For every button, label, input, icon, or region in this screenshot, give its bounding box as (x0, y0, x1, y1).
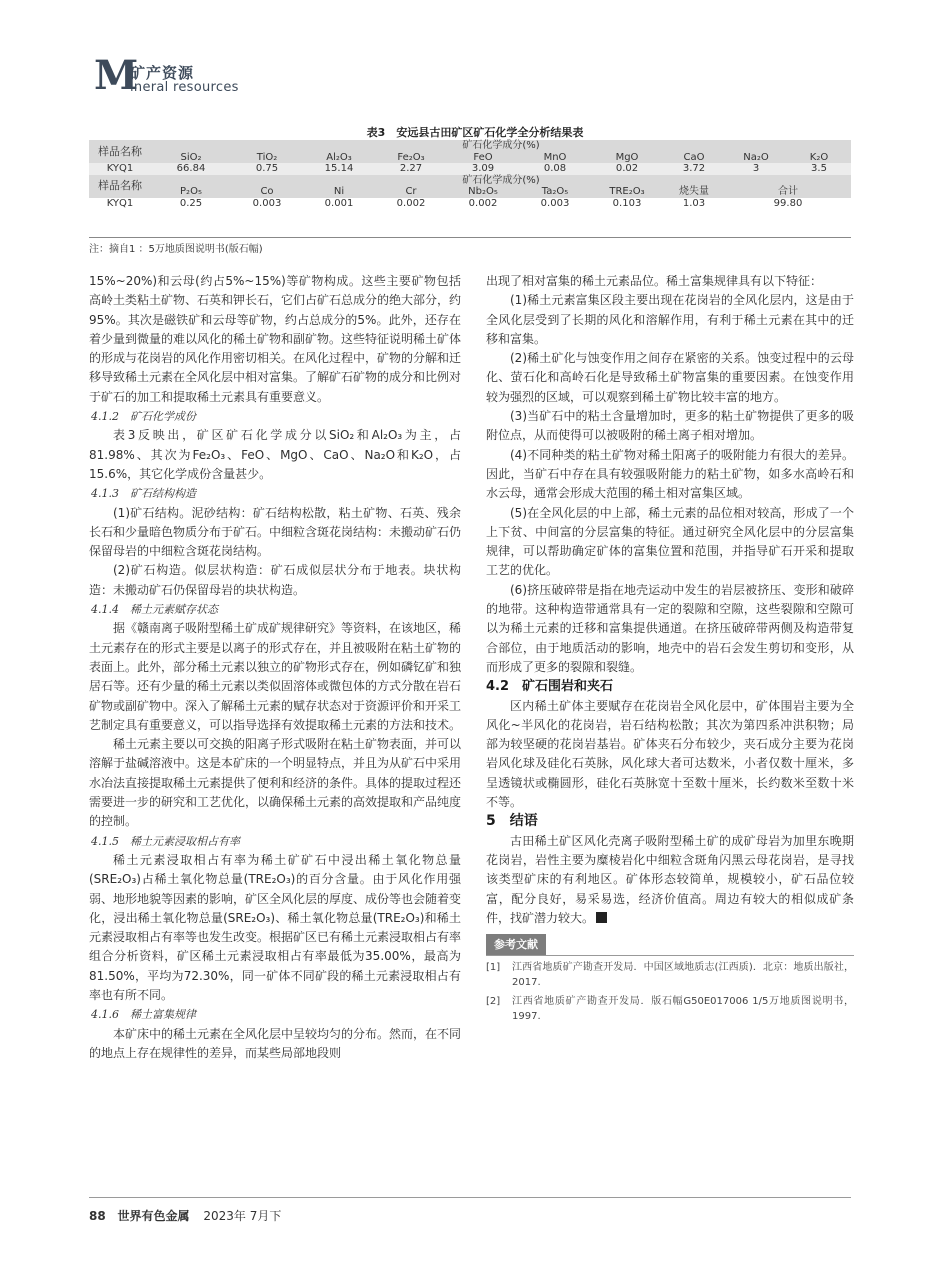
table-cell: 3.09 (471, 163, 495, 174)
subsection-heading: 4.1.4 稀土元素赋存状态 (91, 603, 218, 617)
table-cell: 1.03 (682, 197, 706, 209)
table-cell: 2.27 (399, 163, 423, 174)
subsection-heading: 4.1.6 稀土富集规律 (91, 1008, 196, 1022)
paragraph: 表3反映出，矿区矿石化学成分以SiO₂和Al₂O₃为主，占81.98%、其次为Fe₂O₃、FeO、MgO、CaO、Na₂O和K₂O，占15.6%，其它化学成份含量甚少。 (89, 428, 461, 481)
group-label-header-2: 矿石化学成分(%) (462, 174, 540, 186)
reference-number: [1] (486, 962, 501, 974)
col-header: Co (260, 186, 274, 197)
col-header: SiO₂ (180, 151, 202, 163)
paragraph: (2)矿石构造。似层状构造：矿石成似层状分布于地表。块状构造：未搬动矿石仍保留母岩的块状构造。 (89, 563, 461, 597)
table-cell: 3.5 (811, 163, 827, 174)
col-header: Al₂O₃ (326, 151, 352, 163)
col-header: MnO (543, 151, 567, 163)
paragraph: (5)在全风化层的中上部，稀土元素的品位相对较高，形成了一个上下贫、中间富的分层富集的特征。通过研究全风化层中的分层富集规律，可以帮助确定矿体的富集位置和范围，并指导矿石开采和提取工艺的优化。 (486, 505, 854, 578)
footer-rule (89, 1197, 851, 1198)
table-caption: 表3 安远县古田矿区矿石化学全分析结果表 (366, 126, 584, 139)
chemistry-table (89, 140, 851, 209)
paragraph (486, 832, 854, 928)
col-header: TRE₂O₃ (609, 186, 645, 197)
table-cell: 0.103 (612, 197, 642, 209)
table-cell: 0.02 (615, 163, 639, 174)
col-header: Ni (333, 186, 345, 197)
table-cell: 3.72 (682, 163, 706, 174)
paragraph: 据《赣南离子吸附型稀土矿成矿规律研究》等资料，在该地区，稀土元素存在的形式主要是以离子的形式存在，并且被吸附在粘土矿物的表面上。此外，部分稀土元素以独立的矿物形式存在，例如磷钇矿和独居石等。还有少量的稀土元素以类似固溶体或微包体的方式分散在岩石矿物或副矿物中。深入了解稀土元素的赋存状态对于资源评价和开采工艺制定具有重要意义，可以指导选择有效提取稀土元素的方法和技术。 (89, 621, 462, 732)
table-cell: 99.80 (773, 197, 803, 209)
issue-date: 2023年 7月下 (203, 1209, 282, 1223)
conclusion-text: 古田稀土矿区风化壳离子吸附型稀土矿的成矿母岩为加里东晚期花岗岩，岩性主要为糜棱岩化中细粒含斑角闪黑云母花岗岩，是寻找该类型矿床的有利地区。矿体形态较简单，规模较小，矿石品位较富，配分良好，易采易选，经济价值高。周边有较大的相似成矿条件，找矿潜力较大。 (486, 833, 854, 925)
section-heading: 5 结语 (486, 813, 538, 830)
col-header: Fe₂O₃ (397, 151, 425, 163)
subsection-heading: 4.1.3 矿石结构构造 (91, 487, 196, 501)
table-cell: 3 (752, 163, 760, 174)
reference-text: 江西省地质矿产勘查开发局．版石幅G50E017006 1/5万地质图说明书，1997. (512, 996, 854, 1023)
page-footer (89, 1207, 281, 1224)
reference-number: [2] (486, 996, 501, 1008)
paragraph: 15%~20%)和云母(约占5%~15%)等矿物构成。这些主要矿物包括高岭土类粘土矿物、石英和钾长石，它们占矿石总成分的绝大部分，约95%。其次是磁铁矿和云母等矿物，约占总成分的5%。此外，还存在着少量到微量的难以风化的稀土矿物和副矿物。这些特征说明稀土矿体的形成与花岗岩的风化作用密切相关。在风化过程中，矿物的分解和迁移导致稀土元素在全风化层中相对富集。了解矿石矿物的成分和比例对于矿石的加工和提取稀土元素具有重要意义。 (89, 274, 462, 404)
table-cell: 0.001 (324, 197, 354, 209)
paragraph: (1)矿石结构。泥砂结构：矿石结构松散，粘土矿物、石英、残余长石和少量暗色物质分布于矿石。中细粒含斑花岗结构：未搬动矿石仍保留母岩的中细粒含斑花岗结构。 (89, 505, 462, 559)
col-header: Na₂O (743, 151, 769, 163)
col-header: P₂O₅ (180, 186, 202, 197)
table-note: 注：摘自1 ：5万地质图说明书(版石幅) (89, 244, 263, 255)
reference-item (486, 960, 854, 990)
paragraph: (2)稀土矿化与蚀变作用之间存在紧密的关系。蚀变过程中的云母化、萤石化和高岭石化是导致稀土矿物富集的重要因素。在蚀变作用较为强烈的区域，可以观察到稀土矿物比较丰富的地方。 (486, 351, 854, 404)
table-cell: 0.003 (540, 197, 570, 209)
table-cell: 0.002 (468, 197, 498, 209)
paragraph: (3)当矿石中的粘土含量增加时，更多的粘土矿物提供了更多的吸附位点，从而使得可以被吸附的稀土离子相对增加。 (486, 409, 854, 443)
reference-text: 江西省地质矿产勘查开发局．中国区域地质志(江西质)．北京：地质出版社，2017. (512, 962, 854, 989)
table-header-row-1 (89, 152, 851, 164)
paragraph: 本矿床中的稀土元素在全风化层中呈较均匀的分布。然而，在不同的地点上存在规律性的差异，而某些局部地段则 (89, 1026, 462, 1060)
logo-english: ineral resources (130, 80, 239, 95)
paragraph: 稀土元素主要以可交换的阳离子形式吸附在粘土矿物表面，并可以溶解于盐碱溶液中。这是本矿床的一个明显特点，并且为从矿石中采用水冶法直接提取稀土元素提供了便利和经济的条件。具体的提取过程还需要进一步的研究和工艺优化，以确保稀土元素的高效提取和产品纯度的控制。 (89, 737, 462, 829)
end-mark-icon (596, 912, 607, 923)
table-cell: 0.08 (543, 163, 567, 174)
col-header: Ta₂O₅ (541, 186, 569, 197)
references-heading: 参考文献 (486, 934, 546, 955)
table-cell: 0.002 (396, 197, 426, 209)
col-header: 合计 (778, 186, 798, 197)
logo-letter: M (94, 52, 139, 99)
col-header: TiO₂ (256, 151, 278, 163)
col-header: MgO (615, 151, 639, 163)
right-column (486, 272, 854, 1024)
table-row (89, 198, 851, 210)
row-label-header: 样品名称 (98, 144, 142, 158)
col-header: 烧失量 (679, 186, 709, 197)
row-label-header: 样品名称 (98, 179, 142, 193)
table-cell: 15.14 (324, 163, 354, 174)
col-header: Cr (405, 186, 417, 197)
table-cell: 0.75 (255, 163, 279, 174)
reference-item (486, 994, 854, 1024)
col-header: K₂O (809, 151, 829, 163)
paragraph: (4)不同种类的粘土矿物对稀土阳离子的吸附能力有很大的差异。因此，当矿石中存在具有较强吸附能力的粘土矿物，如多水高岭石和水云母，通常会形成大范围的稀土相对富集区域。 (486, 447, 854, 501)
journal-logo (94, 52, 354, 99)
left-column (89, 272, 461, 1063)
paragraph: 区内稀土矿体主要赋存在花岗岩全风化层中，矿体围岩主要为全风化~半风化的花岗岩，岩石结构松散；其次为第四系冲洪积物；局部为较坚硬的花岗岩基岩。矿体夹石分布较少，夹石成分主要为花岗岩风化球及硅化石英脉，风化球大者可达数米，小者仅数十厘米，多呈透镜状或椭圆形，硅化石英脉宽十至数十厘米，长约数米至数十米不等。 (486, 698, 854, 810)
subsection-heading: 4.1.2 矿石化学成份 (91, 410, 196, 424)
journal-name: 世界有色金属 (117, 1209, 190, 1223)
col-header: Nb₂O₅ (468, 186, 498, 197)
table-cell: 0.25 (179, 197, 203, 209)
sample-name: KYQ1 (106, 197, 134, 209)
paragraph: 稀土元素浸取相占有率为稀土矿矿石中浸出稀土氧化物总量(SRE₂O₃)占稀土氧化物总量(TRE₂O₃)的百分含量。由于风化作用强弱、地形地貌等因素的影响，矿区全风化层的厚度、成份等也会随着变化，浸出稀土氧化物总量(SRE₂O₃)、稀土氧化物总量(TRE₂O₃)和稀土元素浸取相占有率等也发生改变。根据矿区已有稀土元素浸取相占有率组合分析资料，矿区稀土元素浸取相占有率最低为35.00%，最高为81.50%，平均为72.30%，同一矿体不同矿段的稀土元素浸取相占有率也有所不同。 (89, 852, 462, 1002)
logo-chinese: 矿产资源 (130, 64, 195, 82)
table-cell: 66.84 (176, 163, 206, 174)
paragraph: (6)挤压破碎带是指在地壳运动中发生的岩层被挤压、变形和破碎的地带。这种构造带通常具有一定的裂隙和空隙，这些裂隙和空隙可以为稀土元素的迁移和富集提供通道。在挤压破碎带两侧及构造带复合部位，由于地质活动的影响，地壳中的岩石会发生剪切和变形，从而形成了更多的裂隙和裂缝。 (486, 582, 854, 674)
col-header: FeO (473, 151, 493, 163)
table-cell: 0.003 (252, 197, 282, 209)
section-heading: 4.2 矿石围岩和夹石 (486, 679, 614, 695)
table-bottom-rule (89, 237, 851, 238)
paragraph: (1)稀土元素富集区段主要出现在花岗岩的全风化层内，这是由于全风化层受到了长期的风化和溶解作用，有利于稀土元素在其中的迁移和富集。 (486, 293, 854, 346)
references-rule (486, 955, 854, 956)
table-header-row-2 (89, 186, 851, 198)
subsection-heading: 4.1.5 稀土元素浸取相占有率 (91, 834, 240, 848)
sample-name: KYQ1 (106, 163, 134, 174)
col-header: CaO (683, 151, 705, 163)
page-number: 88 (89, 1209, 106, 1223)
group-label-header-1: 矿石化学成分(%) (462, 140, 540, 151)
paragraph: 出现了相对富集的稀土元素品位。稀土富集规律具有以下特征： (486, 274, 823, 288)
table-row (89, 163, 851, 175)
